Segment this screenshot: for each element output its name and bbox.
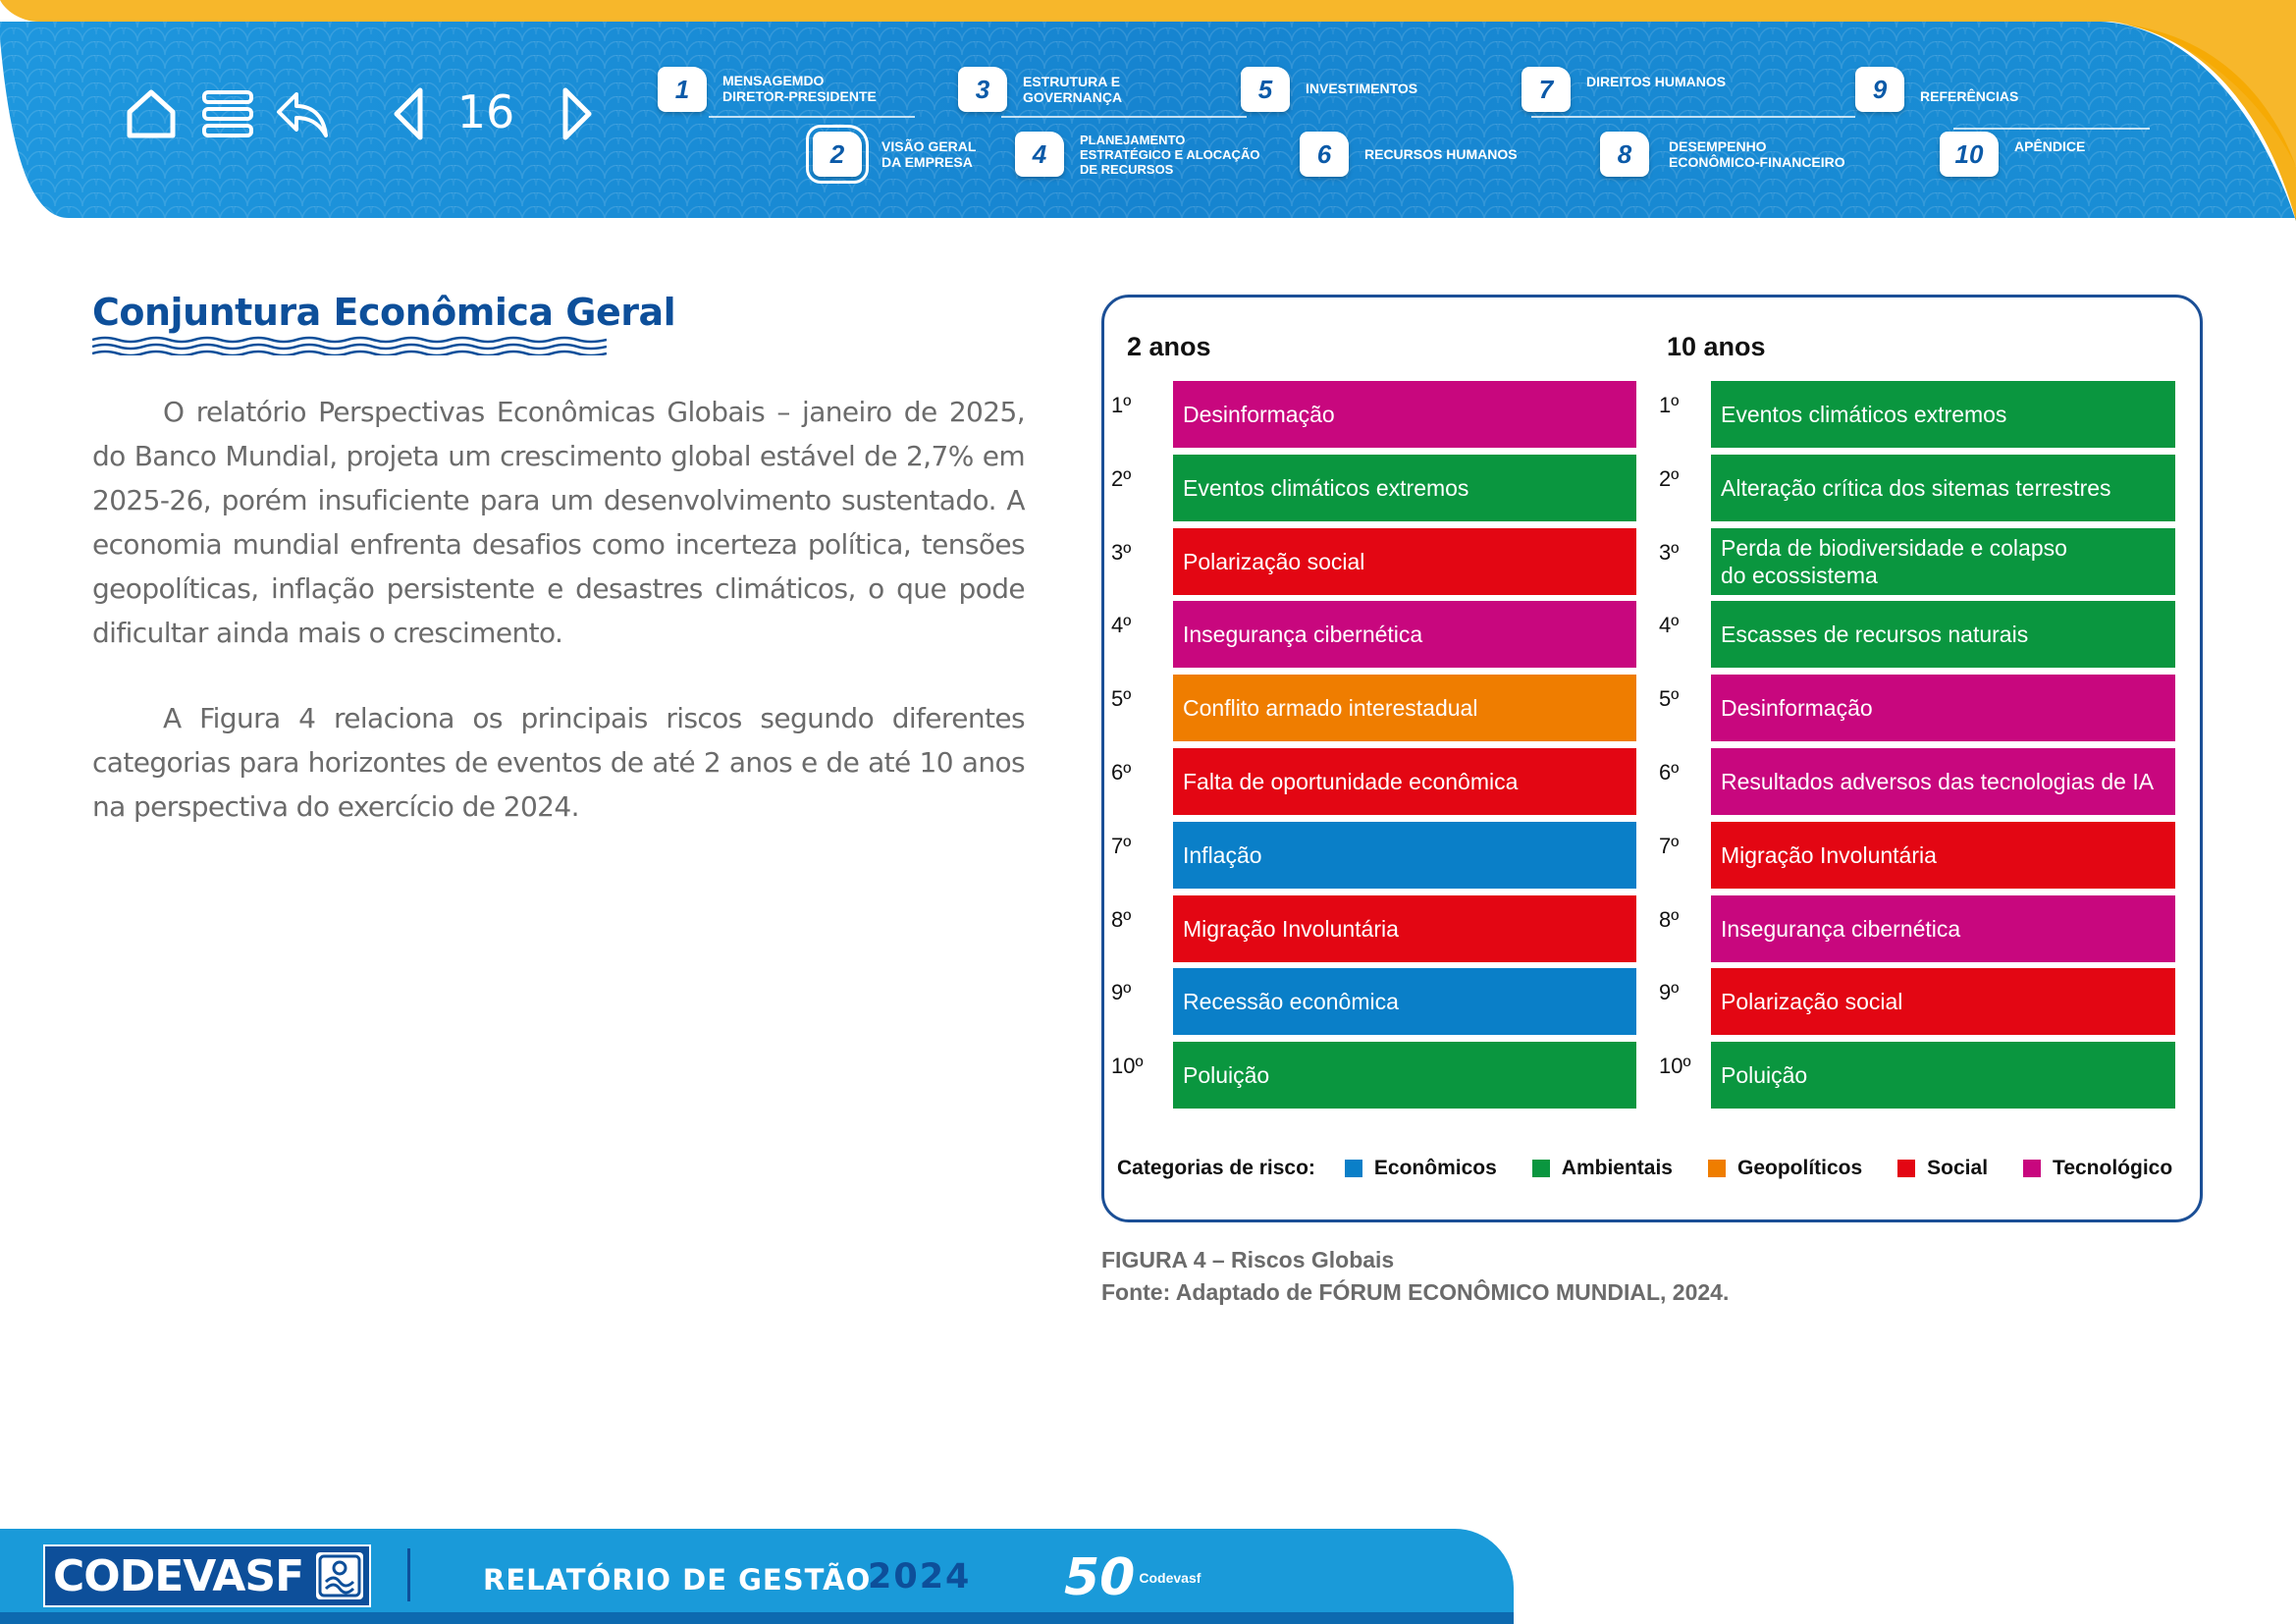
codevasf-logo bbox=[43, 1544, 371, 1607]
back-arrow-icon[interactable] bbox=[275, 86, 330, 141]
risk-rank: 10º bbox=[1659, 1054, 1691, 1079]
report-year: 2024 bbox=[868, 1557, 972, 1597]
codevasf-emblem-icon bbox=[316, 1552, 363, 1599]
risk-rank: 3º bbox=[1111, 539, 1132, 565]
chapter-tab-1[interactable] bbox=[658, 67, 877, 112]
legend-item-technological bbox=[2023, 1157, 2172, 1180]
chapter-number: 2 bbox=[813, 132, 862, 177]
chapter-tab-4[interactable] bbox=[1015, 132, 1259, 177]
header-banner bbox=[0, 0, 2296, 226]
legend-swatch bbox=[1708, 1160, 1726, 1177]
footer-divider bbox=[407, 1548, 410, 1601]
risk-rank: 4º bbox=[1111, 613, 1132, 638]
two-years-risk-item: Recessão econômica bbox=[1173, 968, 1636, 1035]
legend-items bbox=[1345, 1157, 2172, 1180]
ten-years-risk-item: Polarização social bbox=[1711, 968, 2175, 1035]
risk-rank: 8º bbox=[1111, 906, 1132, 932]
chapter-label: INVESTIMENTOS bbox=[1306, 81, 1418, 96]
section-title: Conjuntura Econômica Geral bbox=[92, 291, 676, 334]
tab-connector bbox=[1001, 116, 1247, 118]
two-years-risk-item: Polarização social bbox=[1173, 528, 1636, 595]
legend-label: Ambientais bbox=[1561, 1157, 1673, 1179]
chapter-label bbox=[1023, 74, 1122, 105]
legend-item-geopolitical bbox=[1708, 1157, 1862, 1180]
two-years-risk-item: Inflação bbox=[1173, 822, 1636, 889]
chapter-number: 1 bbox=[658, 67, 707, 112]
risk-rank: 10º bbox=[1111, 1054, 1144, 1079]
two-years-risk-item: Conflito armado interestadual bbox=[1173, 675, 1636, 741]
two-years-risk-item: Poluição bbox=[1173, 1042, 1636, 1109]
chapter-label: REFERÊNCIAS bbox=[1920, 88, 2019, 104]
two-years-risk-item: Desinformação bbox=[1173, 381, 1636, 448]
anniversary-number: 50 bbox=[1064, 1548, 1136, 1607]
legend-label: Econômicos bbox=[1373, 1157, 1497, 1179]
ten-years-risk-item: Poluição bbox=[1711, 1042, 2175, 1109]
ten-years-risk-item: Insegurança cibernética bbox=[1711, 895, 2175, 962]
ten-years-risk-item: Escasses de recursos naturais bbox=[1711, 601, 2175, 668]
risk-rank: 7º bbox=[1659, 833, 1680, 858]
legend-swatch bbox=[2023, 1160, 2041, 1177]
legend-swatch bbox=[1532, 1160, 1550, 1177]
risk-rank: 3º bbox=[1659, 539, 1680, 565]
chapter-number: 4 bbox=[1015, 132, 1064, 177]
tab-connector bbox=[1953, 128, 2150, 130]
chapter-number: 9 bbox=[1855, 67, 1904, 112]
chapter-label: APÊNDICE bbox=[2014, 138, 2086, 154]
chapter-number: 6 bbox=[1300, 132, 1349, 177]
risk-rank: 9º bbox=[1111, 980, 1132, 1005]
figure-source: Fonte: Adaptado de FÓRUM ECONÔMICO MUNDIAL, 2024. bbox=[1101, 1279, 1730, 1305]
body-paragraph: A Figura 4 relaciona os principais riscos segundo diferentes categorias para horizontes de eventos de até 2 anos e de até 10 anos na perspectiva do exercício de 2024. bbox=[92, 702, 1025, 823]
risk-rank: 4º bbox=[1659, 613, 1680, 638]
chapter-tab-2[interactable] bbox=[813, 132, 976, 177]
chapter-tab-10[interactable] bbox=[1940, 132, 2085, 177]
chapter-tab-8[interactable] bbox=[1600, 132, 1845, 177]
ten-years-risk-item: Desinformação bbox=[1711, 675, 2175, 741]
legend-label: Geopolíticos bbox=[1736, 1157, 1863, 1179]
legend-swatch bbox=[1345, 1160, 1362, 1177]
risk-rank: 6º bbox=[1111, 760, 1132, 785]
two-years-risk-item: Falta de oportunidade econômica bbox=[1173, 748, 1636, 815]
report-label: RELATÓRIO DE GESTÃO bbox=[483, 1563, 872, 1597]
ten-years-risk-item: Alteração crítica dos sitemas terrestres bbox=[1711, 455, 2175, 521]
chapter-label-text: PLANEJAMENTO ESTRATÉGICO E ALOCAÇÃO DE RECURSOS bbox=[1080, 132, 1260, 177]
chapter-label: RECURSOS HUMANOS bbox=[1364, 146, 1518, 162]
chapter-number: 5 bbox=[1241, 67, 1290, 112]
chapter-number: 8 bbox=[1600, 132, 1649, 177]
chapter-label bbox=[1080, 133, 1259, 177]
chapter-tab-6[interactable] bbox=[1300, 132, 1518, 177]
column-title-2-years: 2 anos bbox=[1127, 332, 1211, 361]
tab-connector bbox=[709, 116, 915, 118]
two-years-risk-item: Migração Involuntária bbox=[1173, 895, 1636, 962]
risk-rank: 5º bbox=[1111, 686, 1132, 712]
chapter-tab-5[interactable] bbox=[1241, 67, 1417, 112]
risk-rank: 2º bbox=[1111, 465, 1132, 491]
chapter-label bbox=[881, 138, 976, 170]
legend-swatch bbox=[1897, 1160, 1915, 1177]
legend-label: Tecnológico bbox=[2053, 1157, 2173, 1179]
legend-label: Social bbox=[1927, 1157, 1989, 1179]
logo-text: CODEVASF bbox=[53, 1550, 304, 1601]
ten-years-risk-item: Perda de biodiversidade e colapso do ecossistema bbox=[1711, 528, 2175, 595]
two-years-risk-item: Insegurança cibernética bbox=[1173, 601, 1636, 668]
next-page-icon[interactable] bbox=[546, 86, 601, 141]
risk-rank: 9º bbox=[1659, 980, 1680, 1005]
ten-years-risk-item: Eventos climáticos extremos bbox=[1711, 381, 2175, 448]
title-underline-decoration bbox=[92, 336, 607, 355]
chapter-label bbox=[1669, 138, 1845, 170]
two-years-risk-item: Eventos climáticos extremos bbox=[1173, 455, 1636, 521]
menu-icon[interactable] bbox=[200, 86, 255, 141]
footer-stripe bbox=[0, 1612, 1514, 1624]
risk-rank: 8º bbox=[1659, 906, 1680, 932]
anniversary-brand: Codevasf bbox=[1139, 1570, 1201, 1586]
chapter-tab-3[interactable] bbox=[958, 67, 1122, 112]
risk-rank: 1º bbox=[1659, 393, 1680, 417]
ten-years-risk-item: Resultados adversos das tecnologias de IA bbox=[1711, 748, 2175, 815]
anniversary-seal bbox=[1064, 1548, 1201, 1607]
risk-rank: 5º bbox=[1659, 686, 1680, 712]
chapter-label bbox=[722, 73, 877, 104]
risk-category-legend bbox=[1117, 1157, 2172, 1180]
chapter-label: DIREITOS HUMANOS bbox=[1586, 74, 1727, 89]
chapter-tab-9[interactable] bbox=[1855, 67, 2018, 112]
body-paragraph: O relatório Perspectivas Econômicas Globais – janeiro de 2025, do Banco Mundial, projeta um crescimento global estável de 2,7% em 2025-26, porém insuficiente para um desenvolvimento sustentado. A economia mundial enfrenta desafios como incerteza política, tensões geopolíticas, inflação persistente e desastres climáticos, o que pode dificultar ainda mais o crescimento. bbox=[92, 396, 1025, 649]
legend-item-environmental bbox=[1532, 1157, 1673, 1180]
previous-page-icon[interactable] bbox=[385, 86, 440, 141]
column-title-10-years: 10 anos bbox=[1667, 332, 1766, 361]
risk-rank: 2º bbox=[1659, 465, 1680, 491]
risk-rank: 6º bbox=[1659, 760, 1680, 785]
chapter-label-text: ESTRUTURA E GOVERNANÇA bbox=[1023, 74, 1123, 105]
chapter-number: 7 bbox=[1522, 67, 1571, 112]
legend-item-social bbox=[1897, 1157, 1988, 1180]
page-number: 16 bbox=[456, 85, 515, 138]
risk-rank: 1º bbox=[1111, 393, 1132, 417]
legend-title: Categorias de risco: bbox=[1117, 1157, 1315, 1179]
chapter-number: 10 bbox=[1940, 132, 1999, 177]
chapter-label-text: MENSAGEMDO DIRETOR-PRESIDENTE bbox=[722, 73, 877, 104]
figure-caption: FIGURA 4 – Riscos Globais bbox=[1101, 1247, 1395, 1272]
chapter-tab-7[interactable] bbox=[1522, 67, 1726, 112]
legend-item-economic bbox=[1345, 1157, 1497, 1180]
tab-connector bbox=[1531, 116, 1855, 118]
ten-years-risk-item: Migração Involuntária bbox=[1711, 822, 2175, 889]
chapter-label-text: DESEMPENHO ECONÔMICO-FINANCEIRO bbox=[1669, 138, 1845, 170]
risk-rank: 7º bbox=[1111, 833, 1132, 858]
home-icon[interactable] bbox=[124, 86, 179, 141]
chapter-number: 3 bbox=[958, 67, 1007, 112]
chapter-label-text: VISÃO GERAL DA EMPRESA bbox=[881, 138, 977, 170]
